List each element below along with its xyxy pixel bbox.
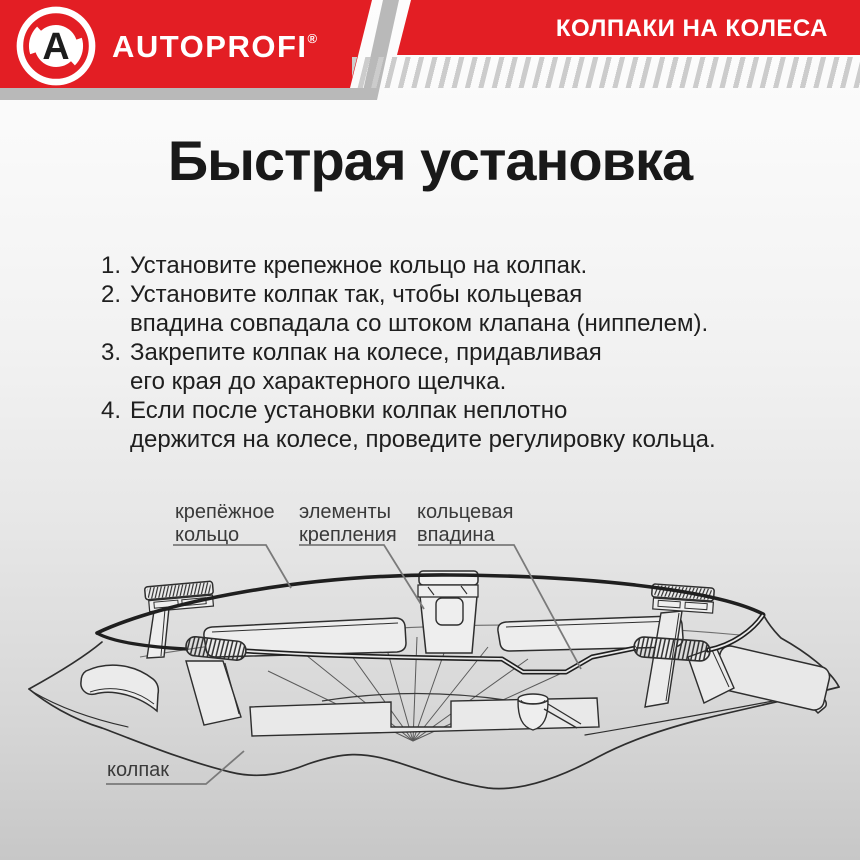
step-item-2: [101, 280, 791, 338]
spring-coil-right: [633, 636, 710, 661]
wheel-cover-diagram: [0, 495, 860, 825]
step-number: 1.: [101, 252, 122, 279]
header-hatch-stripes: [352, 57, 860, 88]
label-fixing-ring: крепёжное кольцо: [175, 501, 275, 546]
step-text: Если после установки колпак неплотно держится на колесе, проведите регулировку кольца.: [130, 397, 716, 453]
center-clip: [418, 571, 478, 653]
label-ring-groove: кольцевая впадина: [417, 501, 514, 546]
header-band: [0, 0, 860, 102]
brand-wordmark: [112, 29, 317, 65]
step-text: Закрепите колпак на колесе, придавливая его края до характерного щелчка.: [130, 339, 602, 395]
svg-text:A: A: [42, 25, 70, 68]
step-text: Установите колпак так, чтобы кольцевая впадина совпадала со штоком клапана (ниппелем).: [130, 281, 709, 337]
step-item-4: [101, 396, 791, 454]
label-fastening-elements: элементы крепления: [299, 501, 397, 546]
brand-text: AUTOPROFI: [112, 29, 308, 64]
step-number: 3.: [101, 339, 122, 366]
label-wheel-cover: колпак: [107, 759, 170, 781]
page-title: Быстрая установка: [167, 129, 693, 192]
autoprofi-logo-icon: [15, 5, 97, 87]
leader-fixing-ring: [173, 545, 291, 588]
step-item-3: [101, 338, 791, 396]
step-number: 2.: [101, 281, 122, 308]
left-vane: [81, 665, 158, 711]
installation-steps-list: [101, 251, 791, 454]
step-text: Установите крепежное кольцо на колпак.: [130, 252, 588, 279]
step-item-1: [101, 251, 791, 280]
registered-mark: ®: [307, 31, 318, 46]
product-category-title: КОЛПАКИ НА КОЛЕСА: [555, 15, 828, 42]
step-number: 4.: [101, 397, 122, 424]
